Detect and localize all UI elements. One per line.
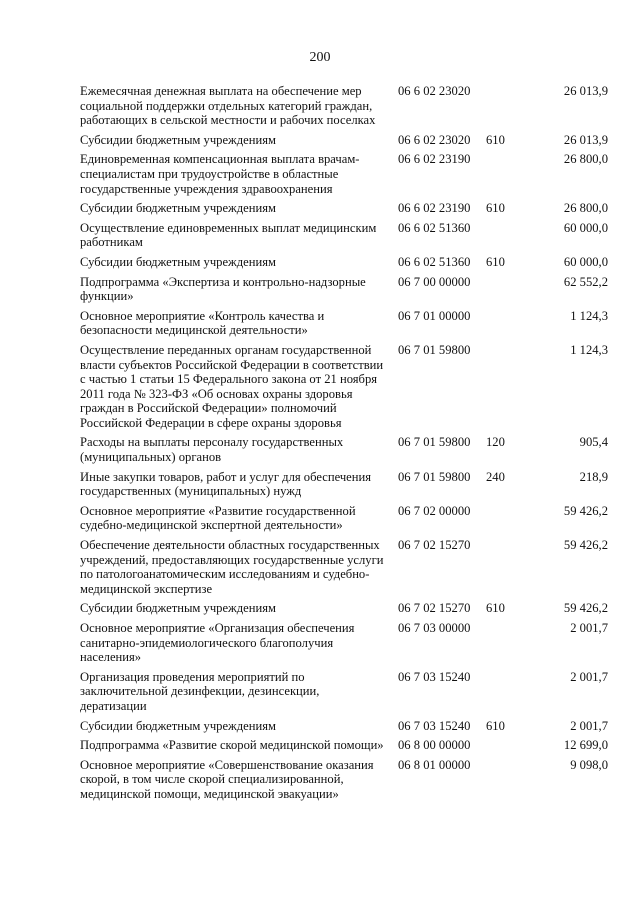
table-row — [80, 504, 608, 533]
row-amount: 2 001,7 — [570, 669, 608, 684]
table-row — [80, 255, 608, 270]
row-expense-type: 610 — [486, 201, 505, 216]
table-row — [80, 201, 608, 216]
table-row — [80, 435, 608, 464]
row-amount: 62 552,2 — [563, 274, 608, 289]
row-amount: 26 800,0 — [563, 201, 608, 216]
table-row — [80, 601, 608, 616]
row-amount: 1 124,3 — [570, 308, 608, 323]
row-expense-type: 610 — [486, 718, 505, 733]
row-code: 06 7 00 00000 — [398, 274, 471, 289]
table-row — [80, 719, 608, 734]
table-row — [80, 275, 608, 304]
row-name: Подпрограмма «Экспертиза и контрольно-надзорные функции» — [80, 274, 366, 304]
row-code: 06 7 02 15270 — [398, 538, 471, 553]
row-amount: 905,4 — [579, 435, 608, 450]
row-amount: 60 000,0 — [563, 254, 608, 269]
row-code: 06 8 01 00000 — [398, 757, 471, 772]
row-name: Основное мероприятие «Развитие государственной судебно-медицинской экспертной деятельности» — [80, 503, 356, 533]
row-code: 06 6 02 23020 — [398, 84, 471, 98]
row-code: 06 6 02 23190 — [398, 201, 471, 216]
table-row — [80, 738, 608, 753]
row-amount: 26 800,0 — [563, 152, 608, 167]
table-row — [80, 538, 608, 596]
table-row — [80, 309, 608, 338]
row-expense-type: 610 — [486, 601, 505, 616]
row-name: Субсидии бюджетным учреждениям — [80, 601, 276, 616]
table-row — [80, 133, 608, 148]
row-amount: 12 699,0 — [563, 738, 608, 753]
row-amount: 59 426,2 — [563, 503, 608, 518]
row-code: 06 7 01 59800 — [398, 469, 471, 484]
row-name: Субсидии бюджетным учреждениям — [80, 718, 276, 733]
row-amount: 59 426,2 — [563, 538, 608, 553]
page-number: 200 — [309, 50, 331, 65]
row-code: 06 7 01 00000 — [398, 308, 471, 323]
row-name: Ежемесячная денежная выплата на обеспечение мер социальной поддержки отдельных категорий граждан, работающих в сельской местности и рабочих поселках — [80, 84, 376, 128]
row-code: 06 7 02 15270 — [398, 601, 471, 616]
row-code: 06 7 01 59800 — [398, 435, 471, 450]
row-amount: 26 013,9 — [563, 132, 608, 147]
row-code: 06 6 02 51360 — [398, 254, 471, 269]
row-code: 06 6 02 23190 — [398, 152, 471, 167]
table-row — [80, 621, 608, 665]
table-row — [80, 221, 608, 250]
row-name: Осуществление переданных органам государственной власти субъектов Российской Федерации в соответствии с частью 1 статьи 15 Федерального закона от 21 ноября 2011 года № 323-ФЗ «Об основах охраны здоровья граждан в Российской Федерации» полномочий Российской Федерации в сфере охраны здоровья — [80, 342, 384, 430]
row-name: Основное мероприятие «Организация обеспечения санитарно-эпидемиологического благополучия населения» — [80, 621, 355, 665]
table-row — [80, 470, 608, 499]
row-name: Единовременная компенсационная выплата врачам-специалистам при трудоустройстве в областные государственные учреждения здравоохранения — [80, 152, 360, 196]
row-code: 06 8 00 00000 — [398, 738, 471, 753]
row-name: Осуществление единовременных выплат медицинским работникам — [80, 220, 377, 250]
row-name: Субсидии бюджетным учреждениям — [80, 201, 276, 216]
budget-table — [80, 84, 608, 807]
table-row — [80, 670, 608, 714]
row-name: Иные закупки товаров, работ и услуг для обеспечения государственных (муниципальных) нужд — [80, 469, 372, 499]
row-amount: 59 426,2 — [563, 601, 608, 616]
row-name: Основное мероприятие «Контроль качества и безопасности медицинской деятельности» — [80, 308, 325, 338]
row-code: 06 7 03 15240 — [398, 669, 471, 684]
row-expense-type: 610 — [486, 132, 505, 147]
row-name: Подпрограмма «Развитие скорой медицинской помощи» — [80, 738, 384, 753]
row-amount: 26 013,9 — [563, 84, 608, 98]
table-row — [80, 343, 608, 431]
row-name: Субсидии бюджетным учреждениям — [80, 132, 276, 147]
row-name: Обеспечение деятельности областных государственных учреждений, предоставляющих государственные услуги по патологоанатомическим исследованиям и судебно-медицинской экспертизе — [80, 538, 384, 596]
row-amount: 2 001,7 — [570, 718, 608, 733]
row-code: 06 7 01 59800 — [398, 342, 471, 357]
row-expense-type: 120 — [486, 435, 505, 450]
row-amount: 1 124,3 — [570, 342, 608, 357]
table-row — [80, 84, 608, 128]
row-name: Организация проведения мероприятий по заключительной дезинфекции, дезинсекции, дератизации — [80, 669, 320, 713]
row-code: 06 7 03 00000 — [398, 621, 471, 635]
table-row — [80, 758, 608, 802]
row-name: Субсидии бюджетным учреждениям — [80, 254, 276, 269]
row-name: Основное мероприятие «Совершенствование оказания скорой, в том числе скорой специализированной, медицинской помощи, медицинской эвакуации» — [80, 757, 374, 801]
row-name: Расходы на выплаты персоналу государственных (муниципальных) органов — [80, 435, 344, 465]
row-amount: 60 000,0 — [563, 220, 608, 235]
row-amount: 2 001,7 — [570, 621, 608, 635]
table-row — [80, 152, 608, 196]
row-code: 06 7 02 00000 — [398, 503, 471, 518]
row-amount: 9 098,0 — [570, 757, 608, 772]
row-code: 06 7 03 15240 — [398, 718, 471, 733]
row-code: 06 6 02 51360 — [398, 220, 471, 235]
row-code: 06 6 02 23020 — [398, 132, 471, 147]
row-expense-type: 610 — [486, 254, 505, 269]
row-expense-type: 240 — [486, 469, 505, 484]
row-amount: 218,9 — [579, 469, 608, 484]
